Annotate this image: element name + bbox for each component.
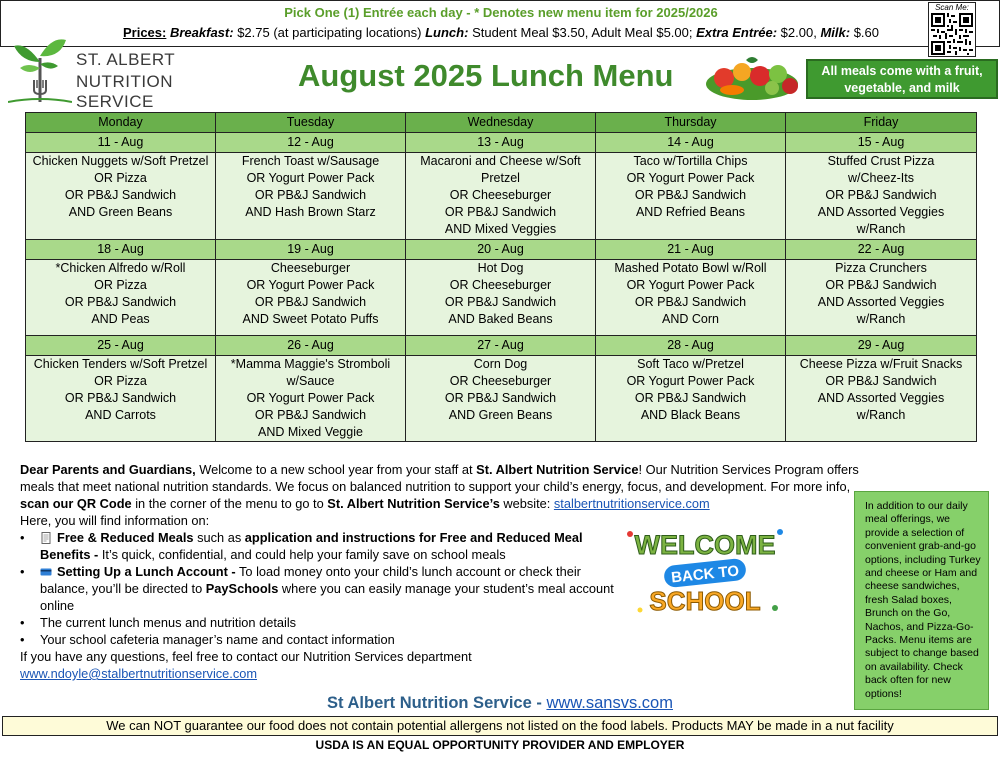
letter-text: such as: [193, 530, 245, 545]
lunch-menu-table: [25, 112, 977, 442]
day-header: Wednesday: [406, 113, 596, 133]
welcome-line-2: BACK TO: [670, 562, 740, 587]
extra-entree-price: $2.00,: [780, 25, 817, 40]
day-header: Tuesday: [216, 113, 406, 133]
menu-cell: Cheeseburger OR Yogurt Power Pack OR PB&J Sandwich AND Sweet Potato Puffs: [216, 260, 406, 336]
extra-entree-label: Extra Entrée:: [696, 25, 778, 40]
breakfast-label: Breakfast:: [169, 25, 234, 40]
menu-items-row: [26, 153, 977, 240]
logo-line-2: NUTRITION SERVICE: [76, 72, 174, 111]
prices-label: Prices:: [122, 25, 167, 40]
letter-list-intro: Here, you will find information on:: [20, 513, 210, 528]
date-cell: 14 - Aug: [596, 133, 786, 153]
free-reduced-title: Free & Reduced Meals: [57, 530, 194, 545]
letter-scan: scan our QR Code: [20, 496, 132, 511]
letter-site-label: St. Albert Nutrition Service’s: [327, 496, 500, 511]
menu-cell: Hot Dog OR Cheeseburger OR PB&J Sandwich AND Baked Beans: [406, 260, 596, 336]
letter-text: where you can easily manage your student’s meal account online: [40, 581, 614, 613]
bullet-icon: •: [20, 530, 25, 545]
allergen-disclaimer: We can NOT guarantee our food does not contain potential allergens not listed on the food labels. Products MAY be made in a nut facility: [2, 716, 998, 736]
date-cell: 29 - Aug: [786, 336, 977, 356]
menu-cell: Soft Taco w/Pretzel OR Yogurt Power Pack OR PB&J Sandwich AND Black Beans: [596, 356, 786, 442]
letter-closing: If you have any questions, feel free to contact our Nutrition Services department: [20, 649, 472, 664]
menu-cell: Taco w/Tortilla Chips OR Yogurt Power Pack OR PB&J Sandwich AND Refried Beans: [596, 153, 786, 240]
date-cell: 26 - Aug: [216, 336, 406, 356]
date-cell: 20 - Aug: [406, 240, 596, 260]
day-header: Monday: [26, 113, 216, 133]
date-cell: 15 - Aug: [786, 133, 977, 153]
logo-line-1: ST. ALBERT: [76, 50, 176, 69]
day-header-row: [26, 113, 977, 133]
brand-logo: [8, 32, 248, 111]
letter-intro: [20, 461, 860, 512]
menu-cell: *Chicken Alfredo w/Roll OR Pizza OR PB&J Sandwich AND Peas: [26, 260, 216, 336]
letter-org: St. Albert Nutrition Service: [476, 462, 639, 477]
vegetables-icon: [702, 54, 802, 102]
bullet-icon: •: [20, 564, 25, 579]
menu-cell: Macaroni and Cheese w/Soft Pretzel OR Cheeseburger OR PB&J Sandwich AND Mixed Veggies: [406, 153, 596, 240]
welcome-back-graphic: [620, 522, 790, 622]
date-cell: 25 - Aug: [26, 336, 216, 356]
email-link[interactable]: www.ndoyle@stalbertnutritionservice.com: [20, 666, 258, 681]
menu-cell: Mashed Potato Bowl w/Roll OR Yogurt Power Pack OR PB&J Sandwich AND Corn: [596, 260, 786, 336]
usda-statement: USDA IS AN EQUAL OPPORTUNITY PROVIDER AND EMPLOYER: [315, 738, 685, 752]
letter-text: Your school cafeteria manager’s name and contact information: [40, 632, 395, 647]
page-title: August 2025 Lunch Menu: [298, 58, 674, 93]
date-row: [26, 133, 977, 153]
date-cell: 18 - Aug: [26, 240, 216, 260]
document-icon: [40, 532, 52, 544]
date-cell: 11 - Aug: [26, 133, 216, 153]
list-item: [20, 631, 860, 648]
welcome-line-3: SCHOOL: [649, 586, 761, 616]
lunch-label: Lunch:: [425, 25, 469, 40]
letter-text: To load money onto your child’s lunch account or check their balance, you’ll be directed to: [40, 564, 581, 596]
qr-code-icon: [930, 13, 974, 55]
letter-text: ! Our Nutrition Services Program offers meals that meet national nutrition standards. We focus on balanced nutrition to support your child’s energy, focus, and development. For more info,: [20, 462, 859, 494]
meals-note: All meals come with a fruit, vegetable, and milk: [806, 59, 998, 99]
letter-text: The current lunch menus and nutrition details: [40, 615, 297, 630]
date-row: [26, 336, 977, 356]
menu-cell: *Mamma Maggie's Stromboli w/Sauce OR Yogurt Power Pack OR PB&J Sandwich AND Mixed Veggie: [216, 356, 406, 442]
menu-items-row: [26, 260, 977, 336]
lunch-account-title: Setting Up a Lunch Account -: [57, 564, 236, 579]
menu-cell: Cheese Pizza w/Fruit Snacks OR PB&J Sandwich AND Assorted Veggies w/Ranch: [786, 356, 977, 442]
date-cell: 28 - Aug: [596, 336, 786, 356]
letter-text: in the corner of the menu to go to: [131, 496, 328, 511]
footer-separator: -: [531, 694, 547, 712]
bullet-icon: •: [20, 615, 25, 630]
letter-text: Welcome to a new school year from your staff at: [195, 462, 477, 477]
breakfast-price: $2.75 (at participating locations): [237, 25, 422, 40]
date-cell: 27 - Aug: [406, 336, 596, 356]
menu-cell: Chicken Tenders w/Soft Pretzel OR Pizza OR PB&J Sandwich AND Carrots: [26, 356, 216, 442]
footer-website-link[interactable]: www.sansvs.com: [546, 694, 673, 712]
date-cell: 13 - Aug: [406, 133, 596, 153]
date-cell: 22 - Aug: [786, 240, 977, 260]
menu-cell: Corn Dog OR Cheeseburger OR PB&J Sandwich AND Green Beans: [406, 356, 596, 442]
fork-sprout-icon: [8, 32, 72, 104]
menu-cell: French Toast w/Sausage OR Yogurt Power Pack OR PB&J Sandwich AND Hash Brown Starz: [216, 153, 406, 240]
letter-bold: PaySchools: [205, 581, 279, 596]
letter-text: website:: [499, 496, 554, 511]
day-header: Thursday: [596, 113, 786, 133]
date-row: [26, 240, 977, 260]
footer-brand: [0, 694, 1000, 713]
footer-brand-name: St Albert Nutrition Service: [327, 694, 532, 712]
day-header: Friday: [786, 113, 977, 133]
lunch-price: Student Meal $3.50, Adult Meal $5.00;: [472, 25, 693, 40]
menu-cell: Chicken Nuggets w/Soft Pretzel OR Pizza OR PB&J Sandwich AND Green Beans: [26, 153, 216, 240]
letter-greeting: Dear Parents and Guardians,: [20, 462, 196, 477]
date-cell: 21 - Aug: [596, 240, 786, 260]
website-link[interactable]: stalbertnutritionservice.com: [553, 496, 710, 511]
menu-items-row: [26, 356, 977, 442]
credit-card-icon: [40, 566, 52, 578]
welcome-line-1: WELCOME: [634, 530, 776, 560]
letter-text: It’s quick, confidential, and could help your family save on school meals: [98, 547, 506, 562]
letter-bold: application and instructions for Free and Reduced Meal Benefits -: [40, 530, 583, 562]
date-cell: 12 - Aug: [216, 133, 406, 153]
qr-code[interactable]: [928, 2, 976, 57]
menu-cell: Stuffed Crust Pizza w/Cheez-Its OR PB&J Sandwich AND Assorted Veggies w/Ranch: [786, 153, 977, 240]
menu-cell: Pizza Crunchers OR PB&J Sandwich AND Assorted Veggies w/Ranch: [786, 260, 977, 336]
date-cell: 19 - Aug: [216, 240, 406, 260]
grab-and-go-note: In addition to our daily meal offerings, we provide a selection of convenient grab-and-go options, including Turkey and cheese or Ham and cheese sandwiches, fresh Salad boxes, Brunch on the Go, Nachos, and Pizza-Go-Packs. Menu items are subject to change based on availability. Check back often for new options!: [854, 491, 989, 710]
list-item: [20, 529, 620, 563]
milk-price: $.60: [853, 25, 880, 40]
bullet-icon: •: [20, 632, 25, 647]
entree-notice: Pick One (1) Entrée each day - * Denotes new menu item for 2025/2026: [284, 5, 718, 20]
list-item: [20, 563, 620, 614]
qr-label: Scan Me:: [935, 3, 969, 12]
milk-label: Milk:: [820, 25, 851, 40]
